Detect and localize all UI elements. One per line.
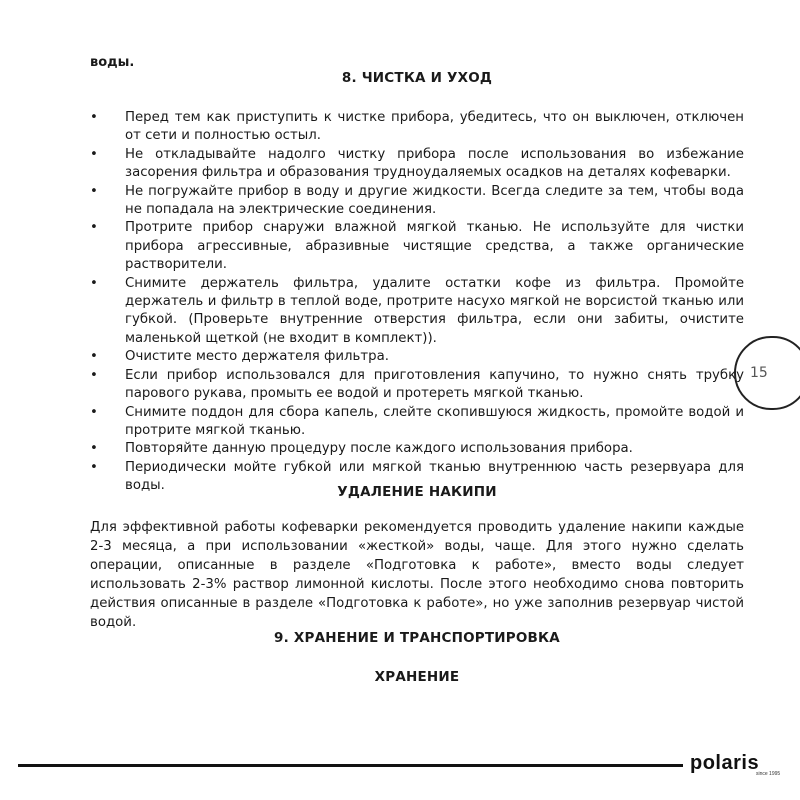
list-item-text: Очистите место держателя фильтра. <box>125 349 389 365</box>
bullet-icon: • <box>90 275 98 291</box>
storage-subtitle: ХРАНЕНИЕ <box>374 669 460 685</box>
page-number: 15 <box>750 365 768 381</box>
continued-text: воды. <box>90 55 135 70</box>
list-item-text: Снимите держатель фильтра, удалите остатки кофе из фильтра. Промойте держатель и фильтр в теплой воде, протрите насухо мягкой не ворсистой тканью или губкой. (Проверьте внутренние отверстия фильтра, если они забиты, очистите маленькой щеткой (не входит в комплект)). <box>125 275 744 346</box>
bullet-icon: • <box>90 367 98 383</box>
bullet-icon: • <box>90 110 98 125</box>
bullet-icon: • <box>90 349 98 365</box>
brand-tagline: since 1995 <box>756 771 781 777</box>
list-item-text: Периодически мойте губкой или мягкой тканью внутреннюю часть резервуара для воды. <box>125 459 744 494</box>
list-item-text: Протрите прибор снаружи влажной мягкой тканью. Не используйте для чистки прибора агрессивные, абразивные чистящие средства, а также органические растворители. <box>125 220 744 273</box>
cleaning-instructions-list <box>90 109 744 496</box>
list-item-text: Перед тем как приступить к чистке прибора, убедитесь, что он выключен, отключен от сети и полностью остыл. <box>125 110 744 144</box>
bullet-icon: • <box>90 441 98 457</box>
list-item <box>90 404 744 441</box>
bullet-icon: • <box>90 220 98 236</box>
list-item <box>90 348 744 366</box>
section-9-title: 9. ХРАНЕНИЕ И ТРАНСПОРТИРОВКА <box>274 630 560 646</box>
bullet-icon: • <box>90 459 98 475</box>
section-8-title: 8. ЧИСТКА И УХОД <box>341 70 493 86</box>
list-item <box>90 183 744 220</box>
descaling-title: УДАЛЕНИЕ НАКИПИ <box>337 484 497 500</box>
list-item <box>90 109 744 146</box>
list-item-text: Если прибор использовался для приготовления капучино, то нужно снять трубку парового рукава, промыть ее водой и протереть мягкой тканью. <box>125 367 744 402</box>
descaling-paragraph: Для эффективной работы кофеварки рекомендуется проводить удаление накипи каждые 2-3 месяца, а при использовании «жесткой» воды, чаще. Для этого нужно сделать операции, описанные в разделе «Подготовка к работе», вместо воды следует использовать 2-3% раствор лимонной кислоты. После этого необходимо снова повторить действия описанные в разделе «Подготовка к работе», но уже заполнив резервуар чистой водой. <box>90 520 744 630</box>
bullet-icon: • <box>90 183 98 199</box>
list-item-text: Снимите поддон для сбора капель, слейте скопившуюся жидкость, промойте водой и протрите мягкой тканью. <box>125 404 744 438</box>
list-item <box>90 146 744 183</box>
bullet-icon: • <box>90 146 98 162</box>
list-item <box>90 367 744 404</box>
list-item <box>90 275 744 349</box>
page-number-tab <box>734 336 800 410</box>
brand-logo: polaris <box>690 752 760 774</box>
list-item-text: Не погружайте прибор в воду и другие жидкости. Всегда следите за тем, чтобы вода не попадала на электрические соединения. <box>125 183 744 218</box>
list-item <box>90 440 744 458</box>
list-item-text: Не откладывайте надолго чистку прибора после использования во избежание засорения фильтра и образования трудноудаляемых осадков на деталях кофеварки. <box>125 146 744 181</box>
bullet-icon: • <box>90 404 98 420</box>
list-item-text: Повторяйте данную процедуру после каждого использования прибора. <box>125 441 633 457</box>
list-item <box>90 219 744 274</box>
footer-divider <box>18 764 683 767</box>
